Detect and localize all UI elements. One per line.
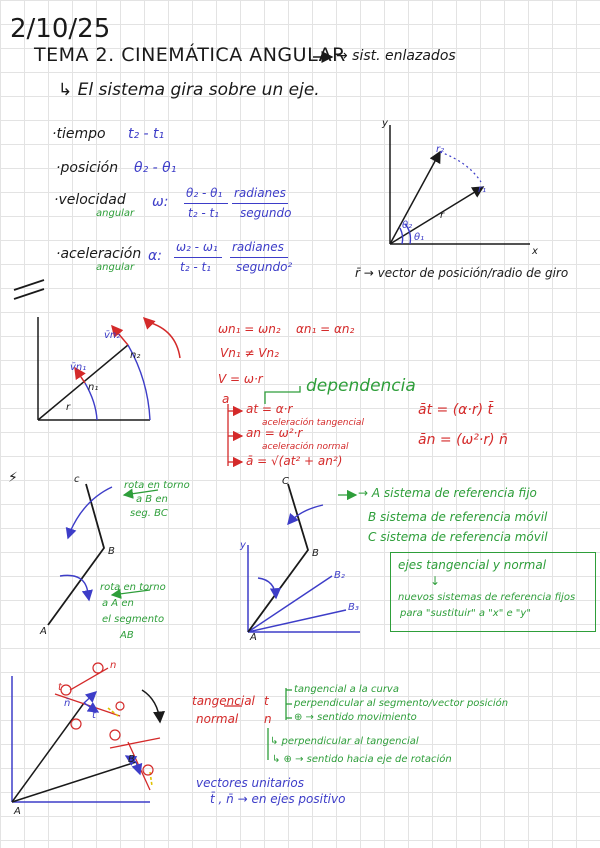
eq-alpha: αn₁ = αn₂	[296, 322, 355, 336]
tangencial-note-3: ⊕ → sentido movimiento	[294, 712, 417, 723]
d3-note-top-1: rota en torno	[124, 480, 190, 491]
velocidad-label: ·velocidad	[54, 192, 126, 208]
dependencia-label: dependencia	[306, 376, 416, 396]
eq-a: a	[222, 392, 230, 406]
d5-label-b: B	[128, 754, 135, 765]
date: 2/10/25	[10, 14, 111, 44]
d1-label-r1: r₁	[478, 184, 487, 195]
aceleracion-sub: angular	[96, 262, 135, 273]
tiempo-label: ·tiempo	[52, 126, 106, 142]
tangencial-note-1: tangencial a la curva	[294, 684, 399, 695]
at-vector: āt = (α·r) t̄	[418, 402, 493, 418]
d1-label-r2: r₂	[436, 144, 445, 155]
d1-label-theta1: θ₁	[414, 232, 425, 243]
eq-an-note: aceleración normal	[262, 442, 349, 452]
tangencial-note-2: perpendicular al segmento/vector posición	[294, 698, 509, 709]
d4-label-a: A	[250, 632, 257, 643]
d5-label-t: t	[58, 682, 62, 693]
aceleracion-unit-den: segundo²	[236, 260, 293, 274]
aceleracion-unit-bar	[230, 257, 288, 258]
eq-omega: ωn₁ = ωn₂	[218, 322, 281, 336]
velocidad-fraction-bar	[184, 203, 228, 204]
tangencial-sym: t	[264, 694, 269, 708]
aceleracion-expr: α:	[148, 248, 162, 264]
d3-note-top-2: a B en	[136, 494, 168, 505]
eq-a-total: ā = √(at² + an²)	[246, 454, 343, 468]
aceleracion-den: t₂ - t₁	[180, 260, 211, 274]
side-mark: ⚡	[8, 470, 18, 486]
velocidad-expr: ω:	[152, 194, 169, 210]
d3-note-bot-1: rota en torno	[100, 582, 166, 593]
d3-label-b: B	[108, 546, 115, 557]
d3-label-c: c	[74, 474, 80, 485]
velocidad-unit-bar	[232, 203, 288, 204]
diagram-linkage-axes	[248, 484, 360, 632]
title-suffix: → sist. enlazados	[336, 48, 456, 64]
d4-label-b3: B₃	[348, 602, 359, 613]
ref-system-b: B sistema de referencia móvil	[368, 510, 548, 524]
ref-system-c: C sistema de referencia móvil	[368, 530, 548, 544]
aceleracion-fraction-bar	[174, 257, 222, 258]
d2-label-n2: n₂	[130, 350, 141, 361]
page-title: TEMA 2. CINEMÁTICA ANGULAR	[34, 44, 346, 66]
aceleracion-unit-num: radianes	[232, 240, 284, 254]
eq-velocity-ineq: Vn₁ ≠ Vn₂	[220, 346, 279, 360]
d2-label-r: r	[66, 402, 71, 413]
eq-at: at = α·r	[246, 402, 293, 416]
d1-caption: r̄ → vector de posición/radio de giro	[355, 266, 569, 280]
d5-label-n-bar: n̄	[64, 698, 71, 709]
aceleracion-num: ω₂ - ω₁	[176, 240, 218, 254]
d4-label-b2: B₂	[334, 570, 345, 581]
d4-label-y: y	[240, 540, 246, 551]
d2-label-n1: n₁	[88, 382, 99, 393]
normal-label: normal	[196, 712, 239, 726]
box-line-4: para "sustituir" a "x" e "y"	[400, 608, 531, 619]
eq-v: V = ω·r	[218, 372, 263, 386]
posicion-label: ·posición	[56, 160, 119, 176]
d5-label-a: A	[14, 806, 21, 817]
d1-axis-x: x	[532, 246, 538, 257]
aceleracion-label: ·aceleración	[56, 246, 142, 262]
d4-label-c: C	[282, 476, 289, 487]
unit-vectors-line: t̄ , n̄ → en ejes positivo	[210, 792, 346, 806]
normal-note-1: ↳ perpendicular al tangencial	[270, 736, 419, 747]
d3-note-top-3: seg. BC	[130, 508, 168, 519]
box-line-3: nuevos sistemas de referencia fijos	[398, 592, 576, 603]
posicion-expr: θ₂ - θ₁	[134, 160, 177, 176]
d1-axis-y: y	[382, 118, 388, 129]
eq-an: an = ω²·r	[246, 426, 303, 440]
acceleration-bracket	[228, 404, 242, 466]
d5-label-n: n	[110, 660, 117, 671]
d3-label-a: A	[40, 626, 47, 637]
d2-label-vn1: v̄n₁	[70, 362, 87, 373]
normal-note-2: ↳ ⊕ → sentido hacia eje de rotación	[272, 754, 452, 765]
unit-vectors-title: vectores unitarios	[196, 776, 304, 790]
velocidad-num: θ₂ - θ₁	[186, 186, 223, 200]
box-line-1: ejes tangencial y normal	[398, 558, 547, 572]
d5-label-t-bar: t̄	[92, 710, 96, 721]
d3-note-bot-2: a A en	[102, 598, 134, 609]
ref-system-a: → A sistema de referencia fijo	[358, 486, 537, 500]
eq-at-note: aceleración tangencial	[262, 418, 364, 428]
an-vector: ān = (ω²·r) n̄	[418, 432, 508, 448]
tangencial-label: tangencial	[192, 694, 255, 708]
velocidad-unit-num: radianes	[234, 186, 286, 200]
d3-note-bot-3: el segmento	[102, 614, 165, 625]
velocidad-sub: angular	[96, 208, 135, 219]
d3-note-bot-4: AB	[120, 630, 134, 641]
tiempo-expr: t₂ - t₁	[128, 126, 165, 142]
d1-label-theta2: θ₂	[402, 220, 413, 231]
d4-label-b: B	[312, 548, 319, 559]
subtitle: ↳ El sistema gira sobre un eje.	[58, 80, 320, 100]
velocidad-unit-den: segundo	[240, 206, 292, 220]
d1-label-r: r	[440, 210, 445, 221]
velocidad-den: t₂ - t₁	[188, 206, 219, 220]
d2-label-vn2: v̄n₂	[104, 330, 121, 341]
normal-sym: n	[264, 712, 272, 726]
diagram-tangent-normal	[12, 663, 160, 802]
box-line-2: ↓	[430, 574, 441, 588]
